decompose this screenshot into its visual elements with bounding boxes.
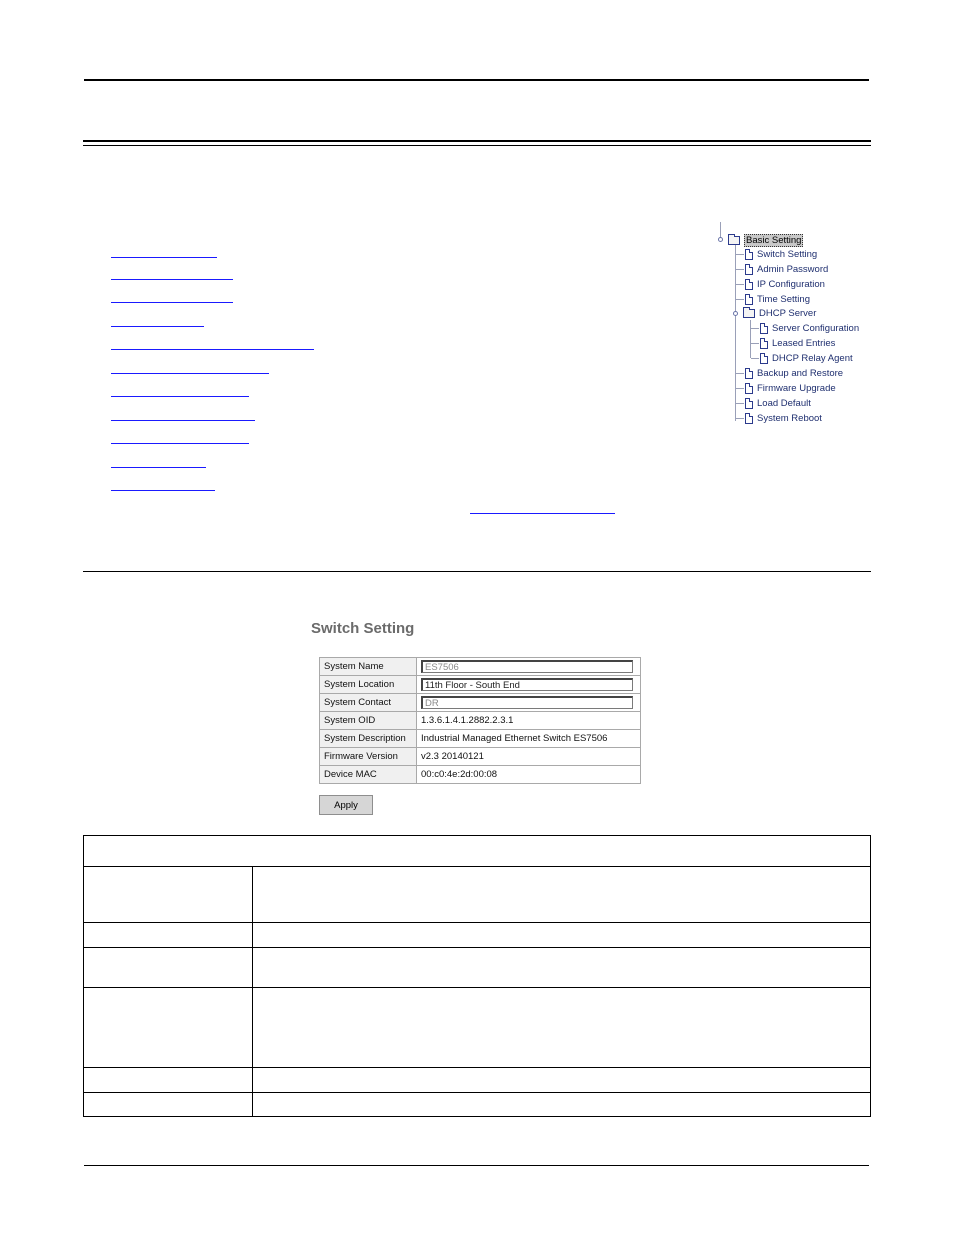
tree-item-basic-setting[interactable] [728, 233, 803, 247]
toc-link[interactable] [111, 443, 249, 444]
table-row [320, 766, 641, 784]
toc-link[interactable] [111, 467, 206, 468]
section-divider [83, 571, 871, 572]
firmware-version-label: Firmware Version [320, 748, 417, 766]
table-row [320, 676, 641, 694]
system-name-input[interactable] [421, 660, 633, 673]
tree-expander[interactable] [718, 237, 723, 242]
document-icon [760, 353, 768, 364]
tree-item-time-setting[interactable] [745, 292, 810, 306]
table-cell [84, 1093, 253, 1117]
tree-item-label: Admin Password [757, 263, 829, 275]
tree-connector [751, 358, 759, 359]
tree-item-label: DHCP Server [759, 307, 817, 319]
tree-item-label: Switch Setting [757, 248, 818, 260]
table-row [84, 988, 871, 1068]
tree-item-label: IP Configuration [757, 278, 825, 290]
tree-item-dhcp-relay-agent[interactable] [760, 351, 853, 365]
tree-item-label: Load Default [757, 397, 811, 409]
tree-item-firmware-upgrade[interactable] [745, 381, 836, 395]
table-header-row [84, 836, 871, 867]
toc-link[interactable] [111, 349, 314, 350]
table-cell [253, 948, 871, 988]
table-cell [84, 867, 253, 923]
system-oid-value: 1.3.6.1.4.1.2882.2.3.1 [417, 712, 641, 730]
tree-connector [736, 418, 744, 419]
system-location-input[interactable] [421, 678, 633, 691]
section-title-rule-thick [83, 140, 871, 142]
folder-icon [743, 309, 755, 318]
system-description-label: System Description [320, 730, 417, 748]
page-title: Switch Setting [311, 620, 415, 637]
table-cell [84, 948, 253, 988]
document-icon [745, 264, 753, 275]
tree-connector [736, 269, 744, 270]
table-row [320, 730, 641, 748]
apply-button[interactable]: Apply [319, 795, 373, 815]
header-rule [84, 79, 869, 81]
tree-connector [751, 343, 759, 344]
tree-connector [736, 254, 744, 255]
system-contact-input[interactable] [421, 696, 633, 709]
tree-connector [750, 320, 751, 358]
table-row [320, 712, 641, 730]
tree-connector [736, 284, 744, 285]
tree-connector [736, 299, 744, 300]
document-icon [745, 279, 753, 290]
table-cell [253, 988, 871, 1068]
tree-item-admin-password[interactable] [745, 262, 828, 276]
tree-connector [736, 403, 744, 404]
table-cell [253, 1093, 871, 1117]
table-row [84, 1093, 871, 1117]
system-description-value: Industrial Managed Ethernet Switch ES7506 [417, 730, 641, 748]
toc-link[interactable] [111, 302, 233, 303]
document-icon [745, 383, 753, 394]
toc-link[interactable] [111, 257, 217, 258]
system-location-label: System Location [320, 676, 417, 694]
system-contact-cell [417, 694, 641, 712]
table-row [84, 1068, 871, 1093]
table-cell [84, 988, 253, 1068]
tree-item-label: Backup and Restore [757, 367, 844, 379]
system-contact-label: System Contact [320, 694, 417, 712]
tree-expander[interactable] [733, 311, 738, 316]
tree-connector [735, 245, 736, 421]
document-icon [745, 368, 753, 379]
device-mac-label: Device MAC [320, 766, 417, 784]
system-name-label: System Name [320, 658, 417, 676]
tree-item-label: DHCP Relay Agent [772, 352, 853, 364]
table-row [320, 658, 641, 676]
document-icon [745, 398, 753, 409]
tree-item-label: System Reboot [757, 412, 822, 424]
switch-setting-form [319, 657, 641, 784]
document-icon [760, 338, 768, 349]
table-cell [253, 867, 871, 923]
toc-link[interactable] [111, 279, 233, 280]
document-icon [760, 323, 768, 334]
firmware-version-value: v2.3 20140121 [417, 748, 641, 766]
tree-item-label: Basic Setting [746, 234, 802, 246]
document-icon [745, 294, 753, 305]
tree-item-ip-configuration[interactable] [745, 277, 825, 291]
tree-item-label: Leased Entries [772, 337, 836, 349]
document-icon [745, 249, 753, 260]
table-row [84, 867, 871, 923]
tree-item-system-reboot[interactable] [745, 411, 822, 425]
toc-link[interactable] [111, 396, 249, 397]
system-location-cell [417, 676, 641, 694]
table-row [320, 748, 641, 766]
system-name-cell [417, 658, 641, 676]
folder-icon [728, 236, 740, 245]
table-row [84, 923, 871, 948]
tree-item-load-default[interactable] [745, 396, 811, 410]
toc-link[interactable] [111, 420, 255, 421]
tree-item-dhcp-server[interactable] [743, 306, 816, 320]
tree-item-server-configuration[interactable] [760, 321, 859, 335]
tree-item-leased-entries[interactable] [760, 336, 835, 350]
field-description-table [83, 835, 871, 1117]
table-row [320, 694, 641, 712]
document-icon [745, 413, 753, 424]
tree-connector [751, 328, 759, 329]
device-mac-value: 00:c0:4e:2d:00:08 [417, 766, 641, 784]
tree-item-backup-and-restore[interactable] [745, 366, 843, 380]
tree-connector [736, 373, 744, 374]
navigation-tree [718, 222, 878, 432]
inline-reference-link[interactable] [470, 513, 615, 514]
tree-item-label: Server Configuration [772, 322, 860, 334]
table-header-cell [84, 836, 871, 867]
toc-link[interactable] [111, 373, 269, 374]
tree-item-label: Firmware Upgrade [757, 382, 836, 394]
system-oid-label: System OID [320, 712, 417, 730]
tree-item-label: Time Setting [757, 293, 810, 305]
table-cell [253, 1068, 871, 1093]
toc-link[interactable] [111, 326, 204, 327]
table-cell [84, 1068, 253, 1093]
tree-connector [736, 388, 744, 389]
section-title-rule-thin [83, 145, 871, 146]
table-row [84, 948, 871, 988]
footer-rule [84, 1165, 869, 1166]
toc-link[interactable] [111, 490, 215, 491]
tree-item-switch-setting[interactable] [745, 247, 817, 261]
table-cell [84, 923, 253, 948]
table-cell [253, 923, 871, 948]
tree-connector [720, 222, 721, 238]
